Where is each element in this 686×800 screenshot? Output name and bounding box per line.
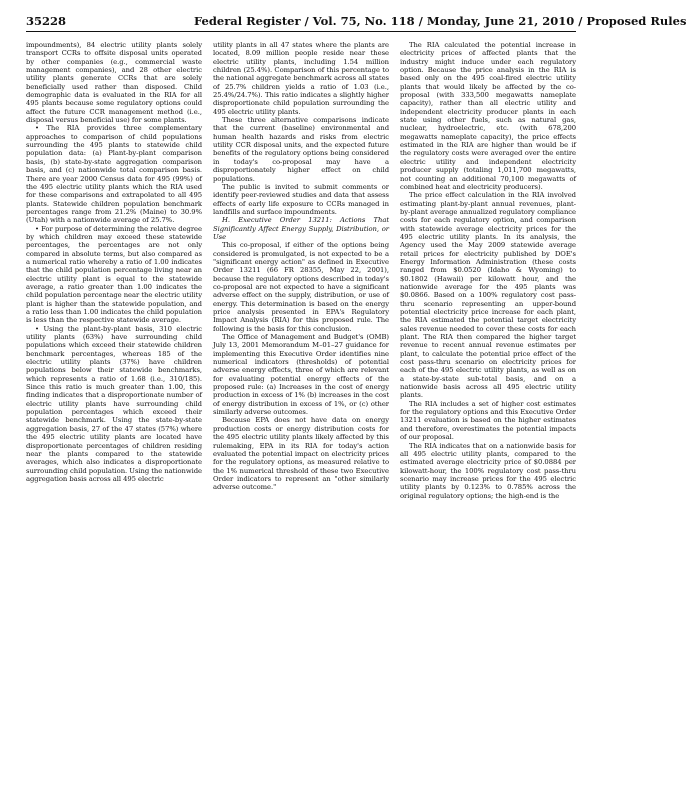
paragraph: • Using the plant-by-plant basis, 310 electric utility plants (63%) have surrounding child populations which exceed their statewide children benchmark percentages, whereas 185 of the electric utility plants (37%) have children populations below their statewide benchmarks, which represents a ratio of 1.68 (i.e., 310/185). Since this ratio is much greater than 1.00, this finding indicates that a disproportionate number of electric utility plants have surrounding child population percentages which exceed their statewide benchmark. Using the state-by-state aggregation basis, 27 of the 47 states (57%) where the 495 electric utility plants are located have disproportionate percentages of children residing near the plants compared to the statewide averages, which also indicates a disproportionate surrounding child population. Using the nationwide aggregation basis across all 495 electric xyxy=(26,324,203,483)
paragraph: impoundments), 84 electric utility plants solely transport CCRs to offsite disposal units operated by other companies (e.g., commercial waste management companies), and 28 other electric utility plants generate CCRs that are solely beneficially used rather than disposed. Child demographic data is evaluated in the RIA for all 495 plants because some regulatory options could affect the future CCR management method (i.e., disposal versus beneficial use) for some plants. xyxy=(26,41,202,125)
paragraph: This co-proposal, if either of the options being considered is promulgated, is not expected to be a "significant energy action" as defined in Executive Order 13211 (66 FR 28355, May 22, 2001), because the regulatory options described in today's co-proposal are not expected to have a significant adverse effect on the supply, distribution, or use of energy. This determination is based on the energy price analysis presented in EPA's Regulatory Impact Analysis (RIA) for this proposed rule. The following is the basis for this conclusion. xyxy=(213,241,389,333)
paragraph: utility plants in all 47 states where the plants are located, 8.09 million people reside near these electric utility plants, including 1.54 million children (25.4%). Comparison of this percentage to the national aggregate benchmark across all states of 25.7% children yields a ratio of 1.03 (i.e., 25.4%/24.7%). This ratio indicates a slightly higher disproportionate child population surrounding the 495 electric utility plants. xyxy=(213,41,389,116)
paragraph: The Office of Management and Budget's (OMB) July 13, 2001 Memorandum M–01–27 guidance for implementing this Executive Order identifies nine numerical indicators (thresholds) of potential adverse energy effects, three of which are relevant for evaluating potential energy effects of the proposed rule: (a) Increases in the cost of energy production in excess of 1% (b) increases in the cost of energy distribution in excess of 1%, or (c) other similarly adverse outcomes. xyxy=(213,333,389,417)
section-heading: H. Executive Order 13211: Actions That Significantly Affect Energy Supply, Distribution, or Use xyxy=(213,216,389,241)
paragraph: Because EPA does not have data on energy production costs or energy distribution costs for the 495 electric utility plants likely affected by this rulemaking, EPA in its RIA for today's action evaluated the potential impact on electricity prices for the regulatory options, as measured relative to the 1% numerical threshold of these two Executive Order indicators to represent an "other similarly adverse outcome." xyxy=(213,416,389,492)
paragraph: The RIA includes a set of higher cost estimates for the regulatory options and this Executive Order 13211 evaluation is based on the higher estimates and therefore, overestimates the potential impacts of our proposal. xyxy=(400,399,576,442)
paragraph: • The RIA provides three complementary approaches to comparison of child populations surrounding the 495 plants to statewide child population data: (a) Plant-by-plant comparison basis, (b) state-by-state aggregation comparison basis, and (c) nationwide total comparison basis. There are year 2000 Census data for 495 (99%) of the 495 electric utility plants which the RIA used for these comparisons and extrapolated to all 495 plants. Statewide children population benchmark percentages range from 21.2% (Maine) to 30.9% (Utah) with a nationwide average of 25.7%. xyxy=(26,124,202,225)
page-header xyxy=(26,14,686,30)
paragraph: • For purpose of determining the relative degree by which children may exceed these statewide percentages, the percentages are not only compared in absolute terms, but also compared as a numerical ratio whereby a ratio of 1.00 indicates that the child population percentage living near an electric utility plant is equal to the statewide average, a ratio greater than 1.00 indicates the child population percentage near the electric utility plant is higher than the statewide population, and a ratio less than 1.00 indicates the child population is less than the respective statewide average. xyxy=(26,224,202,325)
paragraph: The public is invited to submit comments or identify peer-reviewed studies and data that assess effects of early life exposure to CCRs managed in landfills and surface impoundments. xyxy=(213,182,389,216)
text-column-2 xyxy=(213,41,389,492)
text-column-3 xyxy=(400,41,576,500)
page-number: 35228 xyxy=(26,14,67,28)
paragraph: The RIA indicates that on a nationwide basis for all 495 electric utility plants, compared to the estimated average electricity price of $0.0884 per kilowatt-hour, the 100% regulatory cost pass-thru scenario may increase prices for the 495 electric utility plants by 0.123% to 0.785% across the original regulatory options; the high-end is the xyxy=(400,441,576,500)
paragraph: The price effect calculation in the RIA involved estimating plant-by-plant annual revenues, plant-by-plant average annualized regulatory compliance costs for each regulatory option, and comparison with statewide average electricity prices for the 495 electric utility plants. In its analysis, the Agency used the May 2009 statewide average retail prices for electricity published by DOE's Energy Information Administration (these costs ranged from $0.0520 (Idaho & Wyoming) to $0.1802 (Hawaii) per kilowatt hour, and the nationwide average for the 495 plants was $0.0866. Based on a 100% regulatory cost pass-thru scenario representing an upper-bound potential electricity price increase for each plant, the RIA estimated the potential target electricity sales revenue needed to cover these costs for each plant. The RIA then compared the higher target revenue to recent annual revenue estimates per plant, to calculate the potential price effect of the cost pass-thru scenario on electricity prices for each of the 495 electric utility plants, as well as on a state-by-state sub-total basis, and on a nationwide basis across all 495 electric utility plants. xyxy=(400,191,576,400)
text-column-1 xyxy=(26,41,202,483)
paragraph: The RIA calculated the potential increase in electricity prices of affected plants that the industry might induce under each regulatory option. Because the price analysis in the RIA is based only on the 495 coal-fired electric utility plants that would likely be affected by the co-proposal (with 333,500 megawatts nameplate capacity), rather than all electric utility and independent electricity producer plants in each state using other fuels, such as natural gas, nuclear, hydroelectric, etc. (with 678,200 megawatts nameplate capacity), the price effects estimated in the RIA are higher than would be if the regulatory costs were averaged over the entire electric utility and independent electricity producer supply (totaling 1,011,700 megawatts, not counting an additional 70,100 megawatts of combined heat and electricity producers). xyxy=(400,41,576,191)
running-title: Federal Register / Vol. 75, No. 118 / Monday, June 21, 2010 / Proposed Rules xyxy=(194,14,686,28)
header-rule xyxy=(26,31,576,32)
paragraph: These three alternative comparisons indicate that the current (baseline) environmental and human health hazards and risks from electric utility CCR disposal units, and the expected future benefits of the regulatory options being considered in today's co-proposal may have a disproportionately higher effect on child populations. xyxy=(213,116,389,183)
